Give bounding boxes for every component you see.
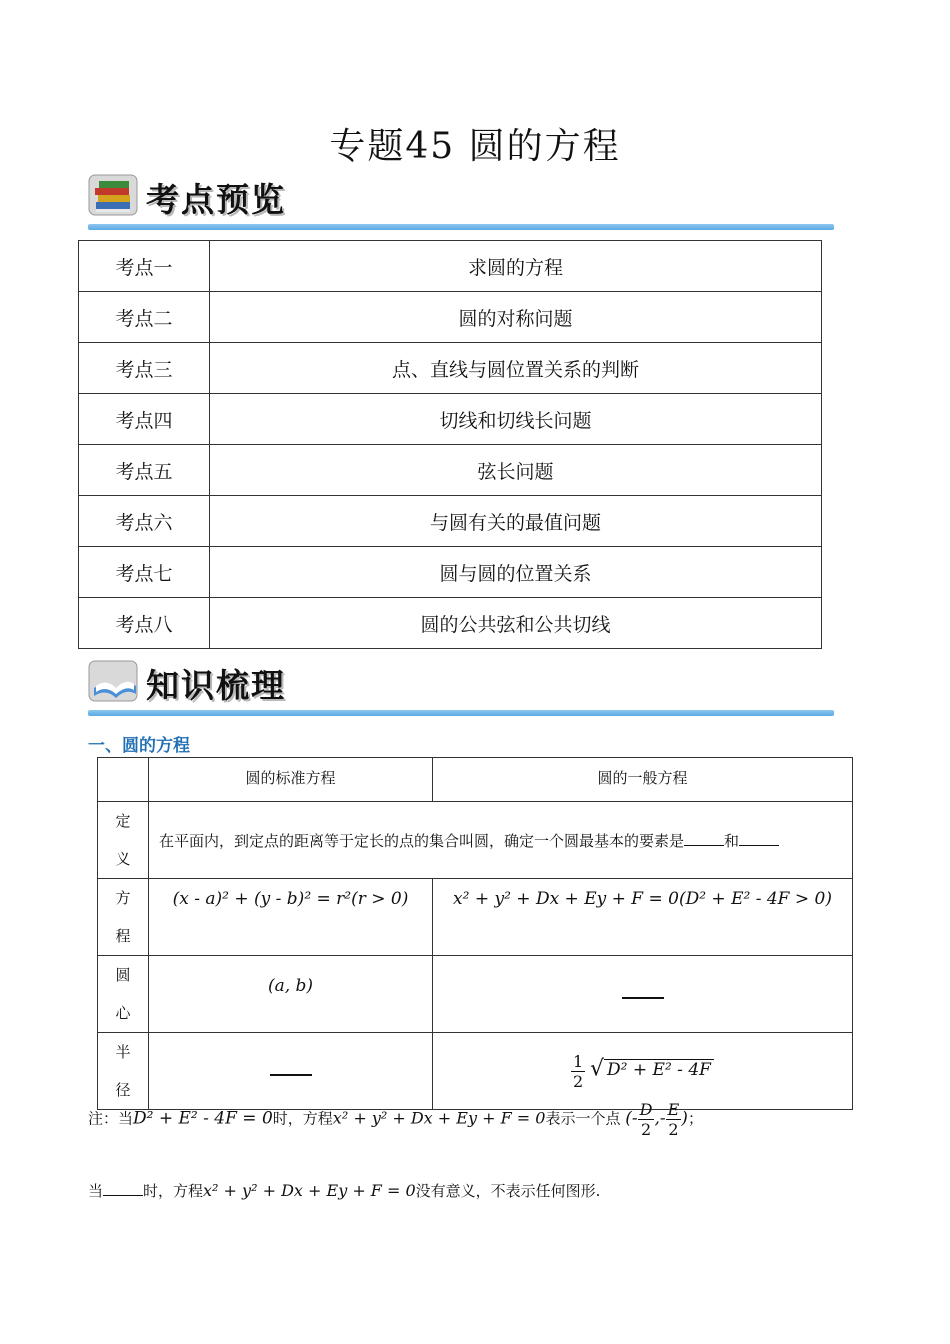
topic-content: 与圆有关的最值问题 — [210, 496, 822, 547]
corner-cell — [98, 758, 149, 802]
general-equation: x² + y² + Dx + Ey + F = 0(D² + E² - 4F > 0) — [453, 889, 832, 909]
fraction-denominator: 2 — [573, 1071, 584, 1091]
table-row-equation — [98, 879, 853, 956]
center-standard: (a, b) — [267, 976, 314, 996]
table-row — [79, 445, 822, 496]
equation-table — [97, 757, 853, 1110]
blank-line — [103, 1181, 143, 1196]
note-condition: D² + E² - 4F = 0 — [133, 1108, 273, 1129]
fraction-denominator: 2 — [640, 1120, 652, 1139]
topic-label: 考点七 — [79, 547, 210, 598]
note-prefix: 当 — [88, 1182, 104, 1200]
topics-table — [78, 240, 822, 649]
topic-content: 弦长问题 — [210, 445, 822, 496]
note-text: 时，方程 — [272, 1109, 333, 1128]
point-y-fraction — [666, 1100, 682, 1139]
section-header-preview — [88, 168, 834, 230]
section-divider — [88, 224, 834, 230]
topic-label: 考点四 — [79, 394, 210, 445]
fraction-numerator: 1 — [573, 1051, 584, 1071]
standard-equation: (x - a)² + (y - b)² = r²(r > 0) — [172, 889, 409, 909]
note-text: 没有意义，不表示任何图形. — [415, 1182, 601, 1200]
topic-label: 考点二 — [79, 292, 210, 343]
table-row-center — [98, 956, 853, 1033]
definition-and: 和 — [724, 831, 740, 850]
row-header-char: 心 — [115, 1004, 131, 1022]
topic-content: 圆与圆的位置关系 — [210, 547, 822, 598]
row-header-char: 径 — [115, 1081, 131, 1099]
section-title-preview: 考点预览 — [146, 180, 286, 219]
table-row — [79, 394, 822, 445]
point-close: ) — [681, 1108, 688, 1129]
note-prefix: 注：当 — [88, 1109, 134, 1128]
center-standard-cell — [149, 956, 433, 1033]
books-icon — [88, 172, 140, 218]
center-general-cell — [433, 956, 853, 1033]
standard-equation-cell — [149, 879, 433, 956]
row-header-definition — [98, 802, 149, 879]
topic-content: 圆的对称问题 — [210, 292, 822, 343]
col-header-standard: 圆的标准方程 — [149, 758, 433, 802]
general-equation-cell — [433, 879, 853, 956]
note-equation: x² + y² + Dx + Ey + F = 0 — [332, 1108, 546, 1128]
point-x-fraction — [638, 1100, 655, 1139]
row-header-equation — [98, 879, 149, 956]
row-header-radius — [98, 1033, 149, 1110]
point-open: (- — [625, 1108, 638, 1129]
sqrt-icon: √ — [590, 1056, 605, 1081]
table-row — [79, 343, 822, 394]
table-header-row — [98, 758, 853, 802]
subheading: 一、圆的方程 — [88, 736, 190, 756]
row-header-center — [98, 956, 149, 1033]
topic-content: 求圆的方程 — [210, 241, 822, 292]
book-icon — [88, 658, 140, 704]
blank-line — [684, 831, 724, 846]
point-separator: ,- — [654, 1108, 666, 1129]
row-header-char: 方 — [115, 889, 131, 907]
table-row — [79, 292, 822, 343]
topic-label: 考点一 — [79, 241, 210, 292]
topic-content: 点、直线与圆位置关系的判断 — [210, 343, 822, 394]
row-header-char: 定 — [115, 812, 131, 830]
row-header-char: 程 — [115, 927, 131, 945]
blank-line — [739, 831, 779, 846]
col-header-general: 圆的一般方程 — [433, 758, 853, 802]
page-title: 专题45 圆的方程 — [329, 126, 621, 167]
table-row — [79, 241, 822, 292]
radius-general-cell — [433, 1033, 853, 1110]
note-end: ； — [687, 1109, 703, 1128]
fraction-denominator: 2 — [668, 1120, 679, 1139]
radius-standard-cell — [149, 1033, 433, 1110]
table-row — [79, 598, 822, 649]
topic-label: 考点六 — [79, 496, 210, 547]
table-row-radius — [98, 1033, 853, 1110]
row-header-char: 义 — [115, 850, 131, 868]
note-line-1 — [88, 1100, 703, 1139]
topic-label: 考点五 — [79, 445, 210, 496]
note-equation: x² + y² + Dx + Ey + F = 0 — [203, 1181, 416, 1200]
note-text: 表示一个点 — [545, 1109, 621, 1128]
note-line-2 — [88, 1180, 600, 1201]
section-divider — [88, 710, 834, 716]
section-title-knowledge: 知识梳理 — [146, 666, 286, 705]
table-row-definition — [98, 802, 853, 879]
table-row — [79, 496, 822, 547]
topic-label: 考点三 — [79, 343, 210, 394]
section-header-knowledge — [88, 654, 834, 716]
table-row — [79, 547, 822, 598]
row-header-char: 圆 — [115, 966, 131, 984]
topic-content: 圆的公共弦和公共切线 — [210, 598, 822, 649]
definition-cell — [149, 802, 853, 879]
fraction-numerator: E — [667, 1100, 680, 1119]
blank-line — [270, 1074, 312, 1076]
blank-line — [622, 997, 664, 999]
definition-text: 在平面内，到定点的距离等于定长的点的集合叫圆，确定一个圆最基本的要素是 — [159, 831, 685, 850]
radius-coefficient — [571, 1052, 585, 1091]
topic-label: 考点八 — [79, 598, 210, 649]
topic-content: 切线和切线长问题 — [210, 394, 822, 445]
radius-general: D² + E² - 4F — [604, 1059, 714, 1080]
fraction-numerator: D — [639, 1100, 653, 1119]
row-header-char: 半 — [115, 1043, 131, 1061]
note-text: 时，方程 — [143, 1182, 204, 1200]
